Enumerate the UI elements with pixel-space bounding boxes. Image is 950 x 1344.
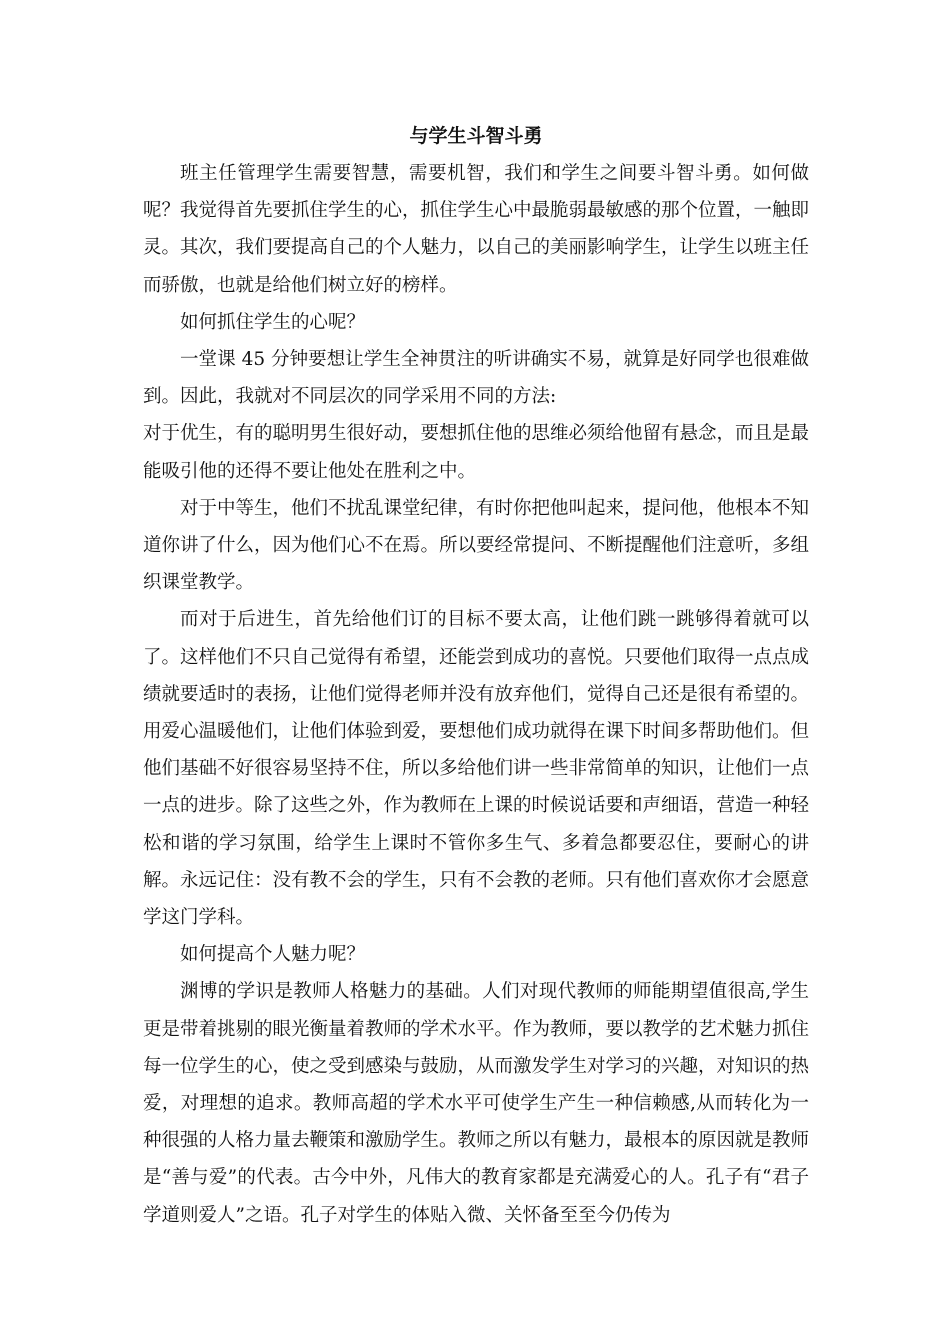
paragraph-struggling-students: 而对于后进生，首先给他们订的目标不要太高，让他们跳一跳够得着就可以了。这样他们不只自己觉得有希望，还能尝到成功的喜悦。只要他们取得一点点成绩就要适时的表扬，让他们觉得老师并没有放弃他们，觉得自己还是很有希望的。用爱心温暖他们，让他们体验到爱，要想他们成功就得在课下时间多帮助他们。但他们基础不好很容易坚持不住，所以多给他们讲一些非常简单的知识，让他们一点一点的进步。除了这些之外，作为教师在上课的时候说话要和声细语，营造一种轻松和谐的学习氛围，给学生上课时不管你多生气、多着急都要忍住，要耐心的讲解。永远记住：没有教不会的学生，只有不会教的老师。只有他们喜欢你才会愿意学这门学科。: [143, 609, 810, 929]
document-title: 与学生斗智斗勇: [409, 125, 543, 147]
paragraph-intro: 班主任管理学生需要智慧，需要机智，我们和学生之间要斗智斗勇。如何做呢？我觉得首先要抓住学生的心，抓住学生心中最脆弱最敏感的那个位置，一触即灵。其次，我们要提高自己的个人魅力，以自己的美丽影响学生，让学生以班主任而骄傲，也就是给他们树立好的榜样。: [143, 163, 810, 296]
paragraph-heading-grasp-heart: 如何抓住学生的心呢？: [180, 311, 366, 333]
paragraph-top-students: 对于优生，有的聪明男生很好动，要想抓住他的思维必须给他留有悬念，而且是最能吸引他的还得不要让他处在胜利之中。: [143, 423, 810, 482]
paragraph-middle-students: 对于中等生，他们不扰乱课堂纪律，有时你把他叫起来，提问他，他根本不知道你讲了什么，因为他们心不在焉。所以要经常提问、不断提醒他们注意听，多组织课堂教学。: [143, 497, 810, 594]
document-body: [143, 118, 809, 1234]
paragraph-knowledge-charm: 渊博的学识是教师人格魅力的基础。人们对现代教师的师能期望值很高,学生更是带着挑剔的眼光衡量着教师的学术水平。作为教师，要以教学的艺术魅力抓住每一位学生的心，使之受到感染与鼓励，从而激发学生对学习的兴趣，对知识的热爱，对理想的追求。教师高超的学术水平可使学生产生一种信赖感,从而转化为一种很强的人格力量去鞭策和激励学生。教师之所以有魅力，最根本的原因就是教师是“善与爱”的代表。古今中外，凡伟大的教育家都是充满爱心的人。孔子有“君子学道则爱人”之语。孔子对学生的体贴入微、关怀备至至今仍传为: [143, 981, 810, 1226]
paragraph-heading-charm: 如何提高个人魅力呢？: [180, 944, 366, 966]
paragraph-class-attention: 一堂课 45 分钟要想让学生全神贯注的听讲确实不易，就算是好同学也很难做到。因此，我就对不同层次的同学采用不同的方法:: [143, 349, 809, 408]
